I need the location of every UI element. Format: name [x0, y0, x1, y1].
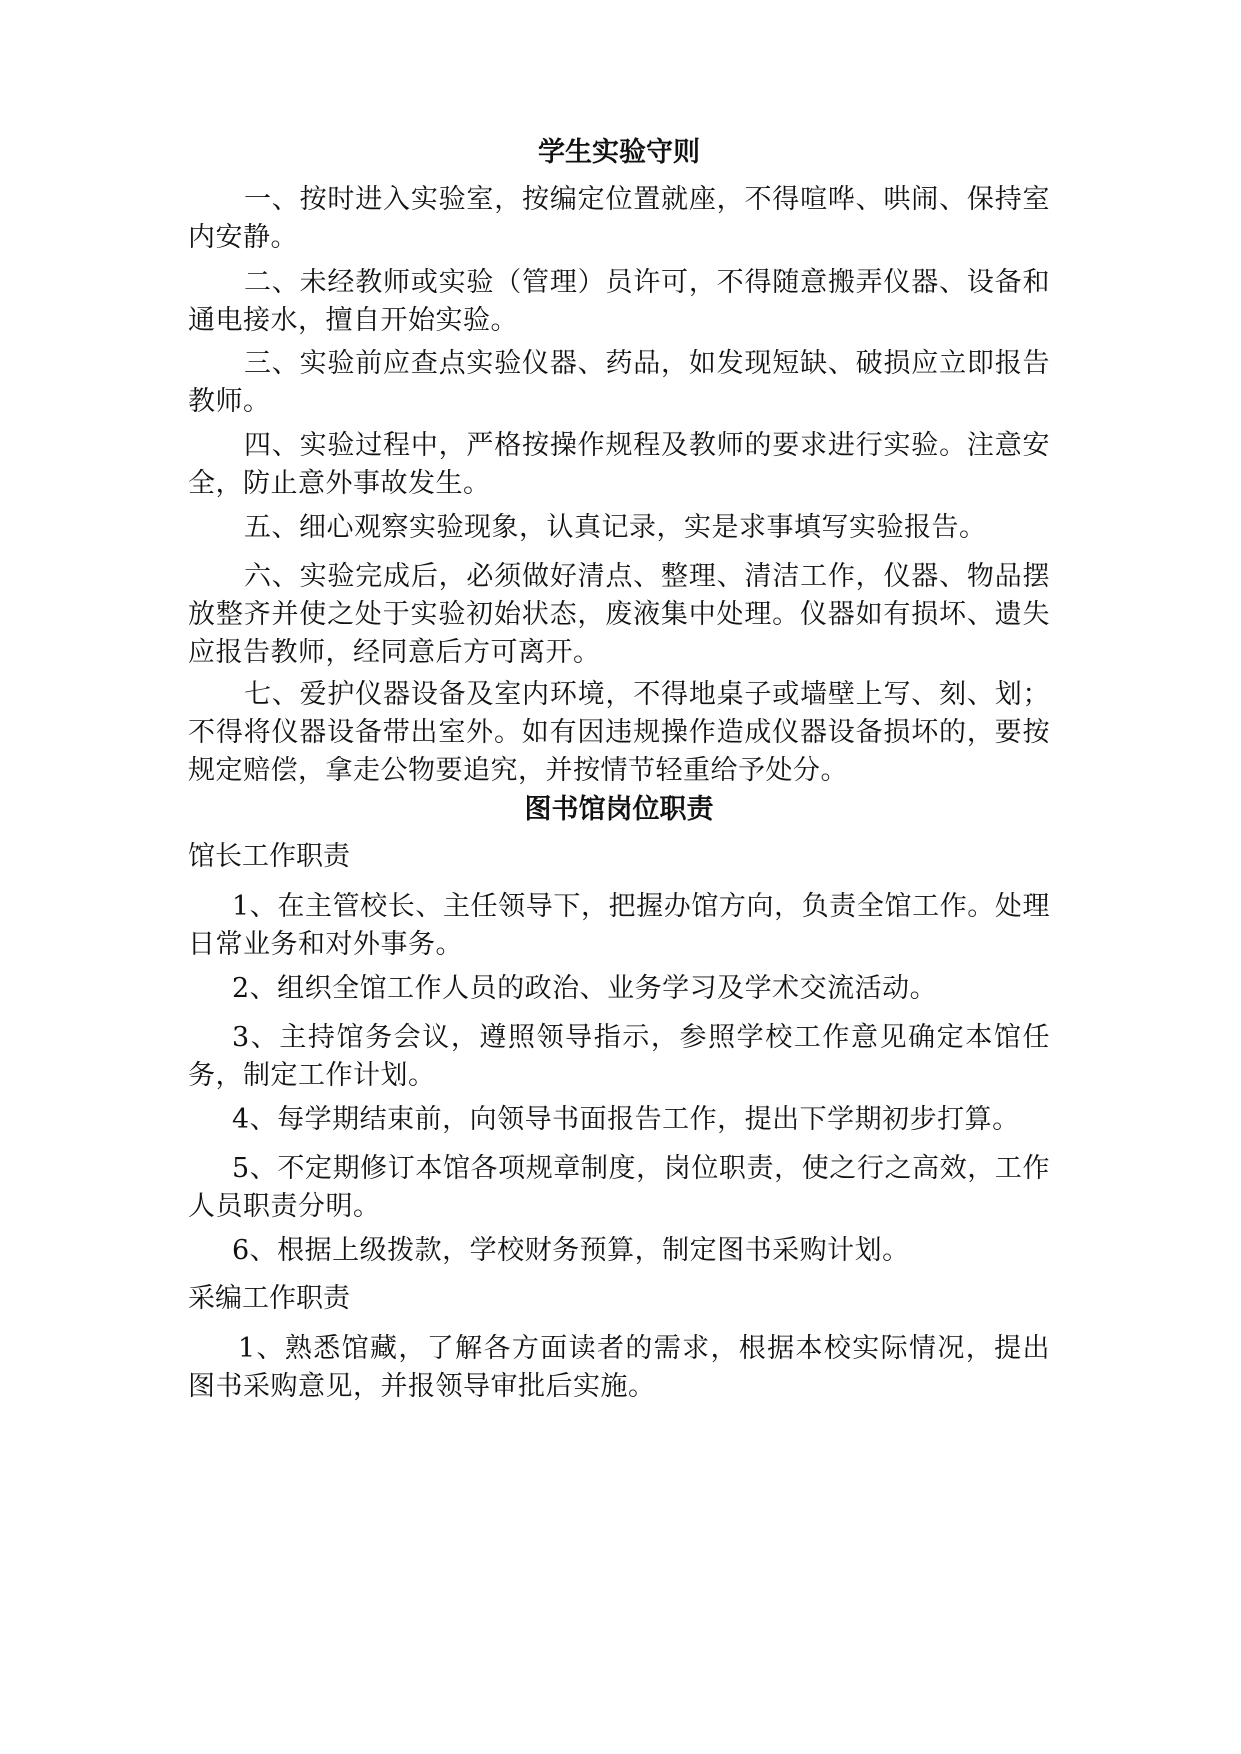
rule-5: 五、细心观察实验现象，认真记录，实是求事填写实验报告。	[244, 512, 987, 543]
rule-4: 四、实验过程中，严格按操作规程及教师的要求进行实验。注意安全，防止意外事故发生。	[188, 430, 1050, 499]
director-item-3: 3、主持馆务会议，遵照领导指示，参照学校工作意见确定本馆任务，制定工作计划。	[188, 1022, 1050, 1091]
rule-7: 七、爱护仪器设备及室内环境，不得地桌子或墙壁上写、刻、划；不得将仪器设备带出室外。如有因违规操作造成仪器设备损坏的，要按规定赔偿，拿走公物要追究，并按情节轻重给予处分。	[188, 679, 1050, 786]
title-library-duties: 图书馆岗位职责	[524, 794, 714, 825]
director-item-5: 5、不定期修订本馆各项规章制度，岗位职责，使之行之高效，工作人员职责分明。	[188, 1153, 1050, 1222]
acquisition-item-1: 1、熟悉馆藏，了解各方面读者的需求，根据本校实际情况，提出图书采购意见，并报领导审批后实施。	[188, 1333, 1050, 1402]
director-item-6: 6、根据上级拨款，学校财务预算，制定图书采购计划。	[232, 1235, 910, 1266]
title-student-lab-rules: 学生实验守则	[538, 137, 700, 168]
section-heading-director: 馆长工作职责	[188, 841, 350, 872]
rule-1: 一、按时进入实验室，按编定位置就座，不得喧哗、哄闹、保持室内安静。	[188, 184, 1050, 253]
director-item-1: 1、在主管校长、主任领导下，把握办馆方向，负责全馆工作。处理日常业务和对外事务。	[188, 891, 1050, 960]
rule-6: 六、实验完成后，必须做好清点、整理、清洁工作，仪器、物品摆放整齐并使之处于实验初始状态，废液集中处理。仪器如有损坏、遗失应报告教师，经同意后方可离开。	[188, 561, 1050, 668]
director-item-4: 4、每学期结束前，向领导书面报告工作，提出下学期初步打算。	[232, 1104, 1020, 1135]
rule-3: 三、实验前应查点实验仪器、药品，如发现短缺、破损应立即报告教师。	[188, 348, 1050, 417]
director-item-2: 2、组织全馆工作人员的政治、业务学习及学术交流活动。	[232, 973, 938, 1004]
rule-2: 二、未经教师或实验（管理）员许可，不得随意搬弄仪器、设备和通电接水，擅自开始实验。	[188, 267, 1050, 336]
section-heading-acquisition: 采编工作职责	[188, 1283, 350, 1314]
